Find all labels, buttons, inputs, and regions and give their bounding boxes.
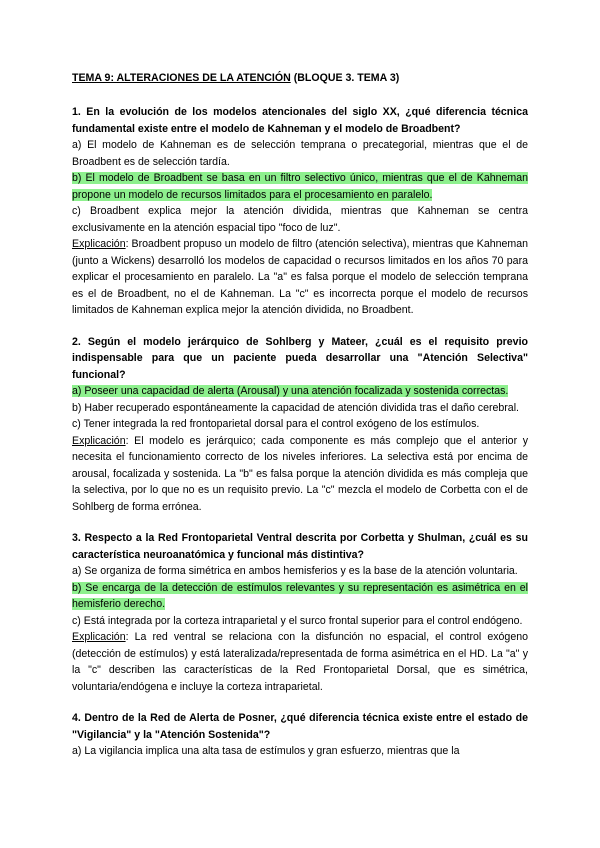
option-a: a) El modelo de Kahneman es de selección temprana o precategorial, mientras que el de Broadbent es de selección tardía. [72, 139, 528, 168]
correct-answer-highlight: b) Se encarga de la detección de estímulos relevantes y su representación es asimétrica en el hemisferio derecho. [72, 581, 528, 610]
option-a [72, 383, 528, 400]
option-c: c) Tener integrada la red frontoparietal dorsal para el control exógeno de los estímulos. [72, 418, 480, 430]
option-b [72, 580, 528, 613]
explanation-text: : Broadbent propuso un modelo de filtro (atención selectiva), mientras que Kahneman (junto a Wickens) desarrolló los modelos de capacidad o recursos limitados en los años 70 para explicar el procesamiento en paralelo. La "a" es falsa porque el modelo de selección temprana es el de Broadbent, no el de Kahneman. La "c" es incorrecta porque el modelo de recursos limitados de Kahneman explica mejor la atención dividida, no Broadbent. [72, 238, 528, 316]
explanation [72, 433, 528, 516]
option-a: a) Se organiza de forma simétrica en ambos hemisferios y es la base de la atención voluntaria. [72, 565, 518, 577]
explanation [72, 629, 528, 695]
correct-answer-highlight: a) Poseer una capacidad de alerta (Arousal) y una atención focalizada y sostenida correctas. [72, 385, 509, 397]
correct-answer-highlight: b) El modelo de Broadbent se basa en un filtro selectivo único, mientras que el de Kahneman propone un modelo de recursos limitados para el procesamiento en paralelo. [72, 172, 528, 201]
explanation-label: Explicación [72, 238, 126, 250]
page-title [72, 71, 528, 85]
question-text: 4. Dentro de la Red de Alerta de Posner, ¿qué diferencia técnica existe entre el estado de "Vigilancia" y la "Atención Sostenida"? [72, 712, 528, 741]
explanation-label: Explicación [72, 434, 126, 447]
explanation-label: Explicación [72, 631, 126, 643]
explanation-text: : La red ventral se relaciona con la disfunción no espacial, el control exógeno (detección de estímulos) y está lateralizada/representada de forma asimétrica en el HD. La "a" y la "c" describen las características de la Red Frontoparietal Dorsal, que es simétrica, voluntaria/endógena e incluye la corteza intraparietal. [72, 631, 528, 693]
option-b [72, 170, 528, 203]
question-4 [72, 710, 528, 760]
title-block: (BLOQUE 3. TEMA 3) [293, 72, 400, 84]
question-2 [72, 334, 528, 516]
explanation-text: : El modelo es jerárquico; cada componente es más complejo que el anterior y necesita el funcionamiento correcto de los niveles inferiores. La selectiva está por encima de arousal, focalizada y sostenida. La "b" es falsa porque la atención dividida es más compleja que la selectiva, por lo que no es un requisito previo. La "c" mezcla el modelo de Corbetta con el de Sohlberg de forma errónea. [72, 434, 528, 513]
question-3 [72, 530, 528, 695]
title-main: TEMA 9: ALTERACIONES DE LA ATENCIÓN [72, 72, 291, 84]
question-1 [72, 104, 528, 319]
option-c: c) Broadbent explica mejor la atención dividida, mientras que Kahneman se centra exclusivamente en la atención espacial tipo "foco de luz". [72, 205, 528, 234]
question-text: 2. Según el modelo jerárquico de Sohlberg y Mateer, ¿cuál es el requisito previo indispensable para que un paciente pueda desarrollar una "Atención Selectiva" funcional? [72, 335, 528, 381]
option-a: a) La vigilancia implica una alta tasa de estímulos y gran esfuerzo, mientras que la [72, 745, 460, 757]
option-c: c) Está integrada por la corteza intraparietal y el surco frontal superior para el control endógeno. [72, 614, 523, 627]
explanation [72, 236, 528, 319]
option-b: b) Haber recuperado espontáneamente la capacidad de atención dividida tras el daño cerebral. [72, 401, 519, 414]
question-text: 1. En la evolución de los modelos atencionales del siglo XX, ¿qué diferencia técnica fundamental existe entre el modelo de Kahneman y el modelo de Broadbent? [72, 106, 528, 135]
question-text: 3. Respecto a la Red Frontoparietal Ventral descrita por Corbetta y Shulman, ¿cuál es su característica neuroanatómica y funcional más distintiva? [72, 532, 528, 561]
